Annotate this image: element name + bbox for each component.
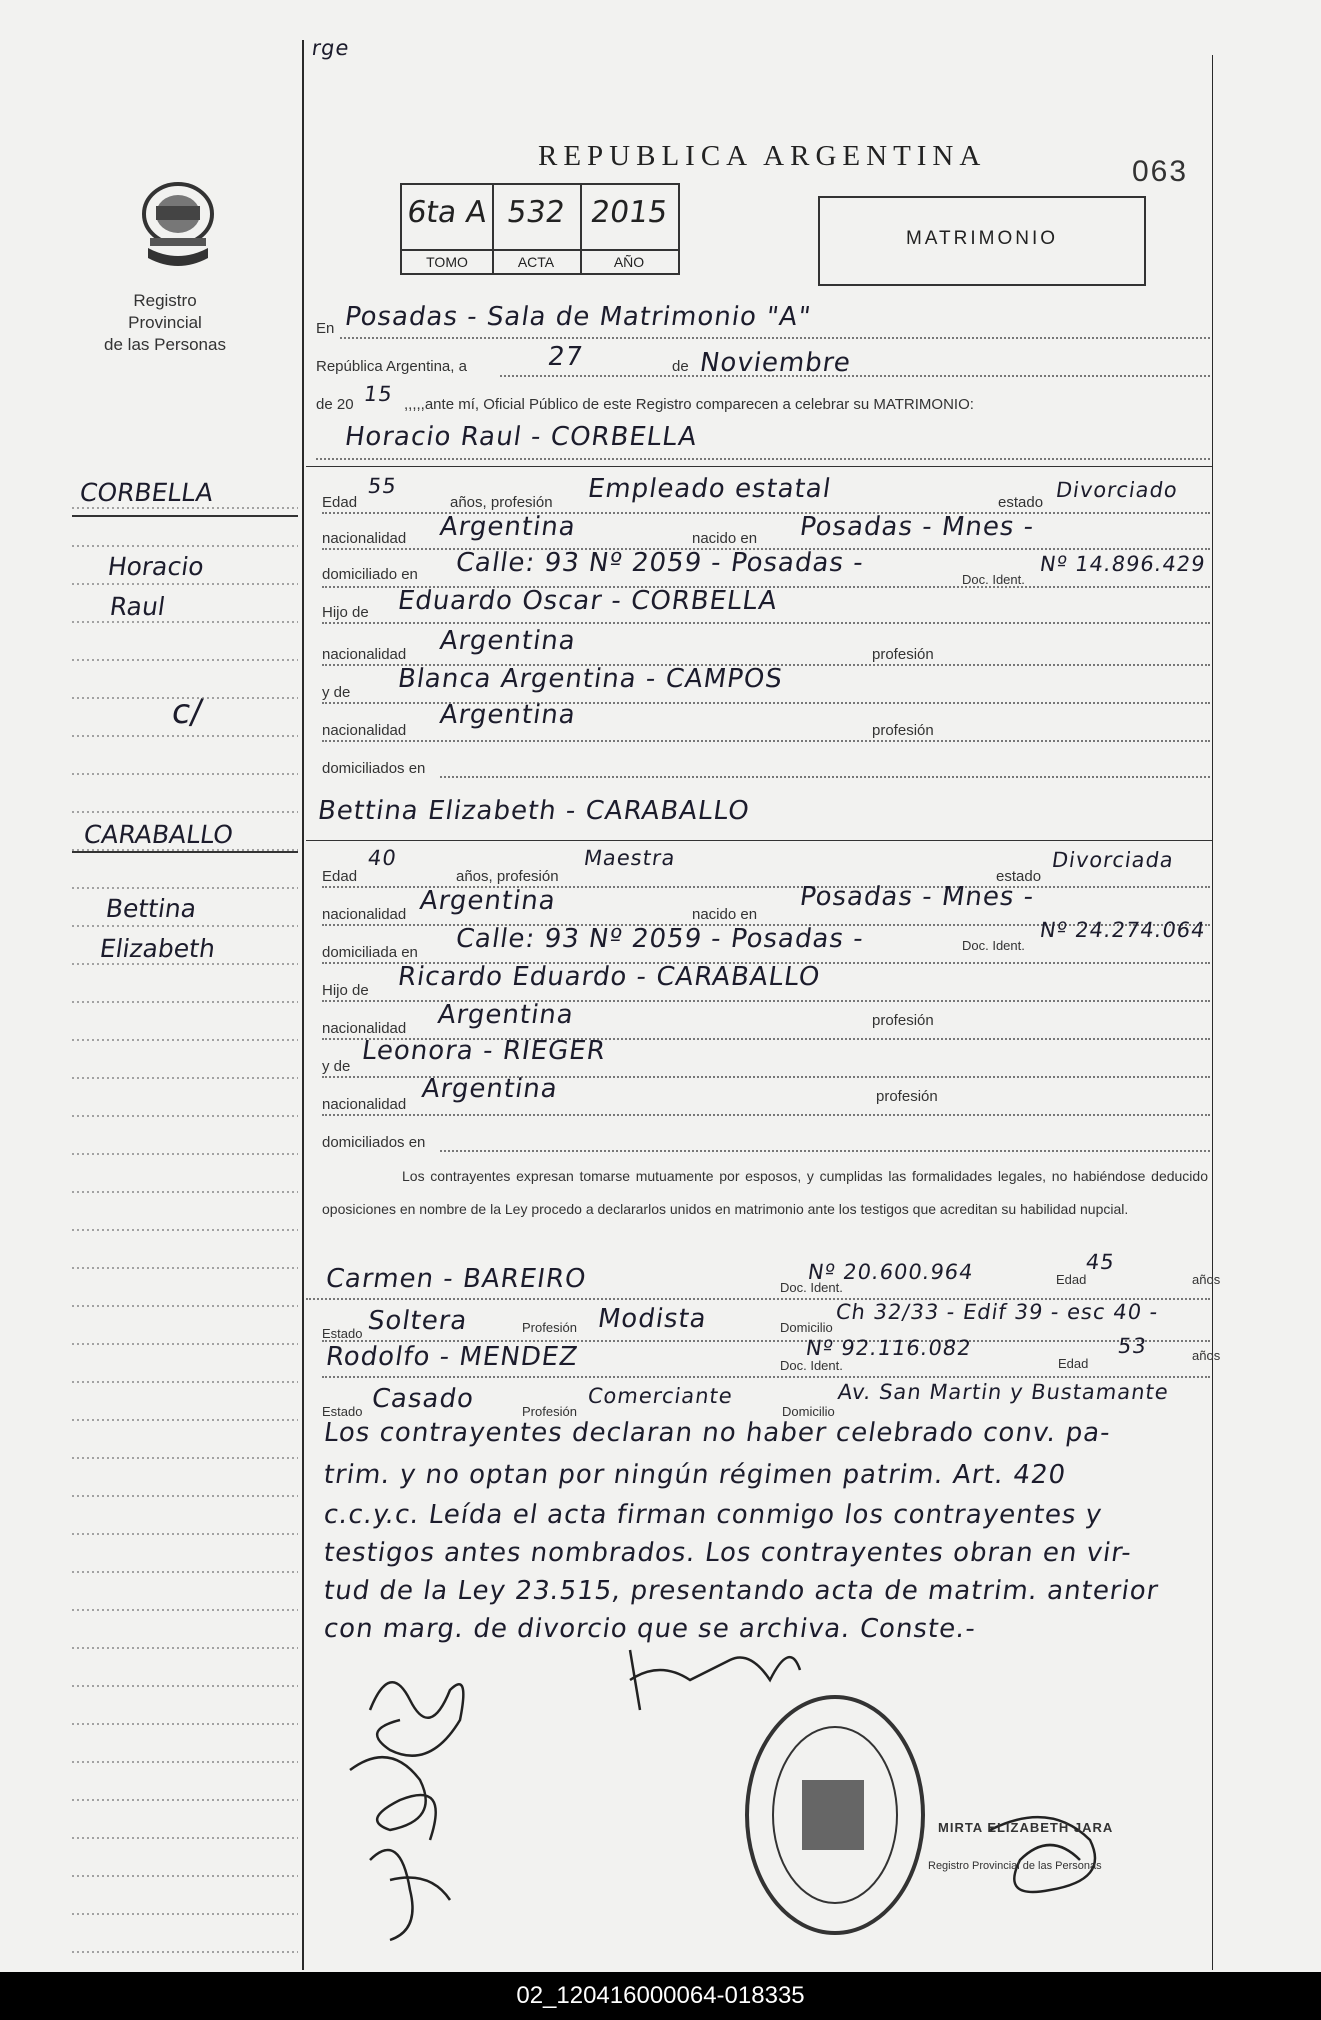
c1-nacionalidad: Argentina <box>437 512 578 542</box>
label-de-20: de 20 <box>316 396 354 413</box>
label-domiciliados: domiciliados en <box>322 760 426 777</box>
c2-padre: Ricardo Eduardo - CARABALLO <box>395 962 823 992</box>
label-hijo: Hijo de <box>322 604 369 621</box>
label-profesion-cap: Profesión <box>522 1404 577 1419</box>
dots <box>322 1114 1210 1116</box>
anio-cell: 2015 AÑO <box>580 185 678 273</box>
tomo-table <box>400 183 680 275</box>
t2-domicilio: Av. San Martin y Bustamante <box>836 1380 1171 1404</box>
margin-c2-given1: Bettina <box>103 894 199 923</box>
c1-profesion: Empleado estatal <box>585 474 834 504</box>
label-estado: estado <box>996 868 1042 885</box>
dots <box>340 337 1210 339</box>
c2-estado: Divorciada <box>1050 848 1176 872</box>
label-edad: Edad <box>1058 1356 1089 1371</box>
stamp-name: MIRTA ELIZABETH JARA <box>938 1820 1114 1835</box>
label-doc: Doc. Ident. <box>962 572 1025 587</box>
act-year: 15 <box>362 382 395 406</box>
c1-padre-nac: Argentina <box>437 626 578 656</box>
t1-doc: Nº 20.600.964 <box>806 1260 976 1284</box>
c1-madre: Blanca Argentina - CAMPOS <box>395 664 785 694</box>
margin-c1-given2: Raul <box>107 592 167 621</box>
label-nacionalidad: nacionalidad <box>322 722 407 739</box>
margin-c1-surname: CORBELLA <box>77 478 216 507</box>
registry-name: Registro Provincial de las Personas <box>104 291 226 354</box>
dots <box>322 622 1210 624</box>
tomo-cell: 6ta A TOMO <box>402 185 494 273</box>
label-estado-cap: Estado <box>322 1326 363 1341</box>
label-domicilio: Domicilio <box>782 1404 835 1419</box>
c1-domicilio: Calle: 93 Nº 2059 - Posadas - <box>453 548 866 578</box>
label-ante-mi: ,,,,,ante mí, Oficial Público de este Registro comparecen a celebrar su MATRIMONIO: <box>404 396 974 413</box>
t1-name: Carmen - BAREIRO <box>323 1264 589 1294</box>
label-en: En <box>316 320 335 337</box>
c1-edad: 55 <box>366 474 399 498</box>
c2-madre-nac: Argentina <box>419 1074 560 1104</box>
label-profesion: profesión <box>876 1088 938 1105</box>
label-edad: Edad <box>322 494 358 511</box>
label-y-de: y de <box>322 684 351 701</box>
c2-nacionalidad: Argentina <box>417 886 558 916</box>
label-domiciliada: domiciliada en <box>322 944 418 961</box>
footer-id: 02_120416000064-018335 <box>0 1972 1321 2020</box>
label-doc: Doc. Ident. <box>780 1358 843 1373</box>
label-profesion: profesión <box>872 1012 934 1029</box>
initials: rge <box>310 36 352 60</box>
label-profesion: profesión <box>872 646 934 663</box>
note-line: trim. y no optan por ningún régimen patrim. Art. 420 <box>321 1460 1069 1490</box>
label-profesion: profesión <box>872 722 934 739</box>
dots <box>316 458 1210 460</box>
acta-cell: 532 ACTA <box>492 185 582 273</box>
divider <box>306 840 1212 841</box>
c1-full-name: Horacio Raul - CORBELLA <box>342 422 700 452</box>
label-doc: Doc. Ident. <box>780 1280 843 1295</box>
label-nacido: nacido en <box>692 906 758 923</box>
misiones-crest-icon <box>136 178 220 272</box>
t2-profesion: Comerciante <box>586 1384 735 1408</box>
t2-edad: 53 <box>1116 1334 1149 1358</box>
doc-type: MATRIMONIO <box>905 228 1059 249</box>
label-doc: Doc. Ident. <box>962 938 1025 953</box>
label-estado-cap: Estado <box>322 1404 363 1419</box>
t1-profesion: Modista <box>595 1304 709 1334</box>
label-domiciliado: domiciliado en <box>322 566 418 583</box>
label-y-de: y de <box>322 1058 351 1075</box>
t2-doc: Nº 92.116.082 <box>804 1336 974 1360</box>
dots <box>322 1376 1210 1378</box>
note-line: testigos antes nombrados. Los contrayentes obran en vir- <box>321 1538 1134 1568</box>
doc-type-box <box>818 196 1146 286</box>
label-nacionalidad: nacionalidad <box>322 530 407 547</box>
act-place: Posadas - Sala de Matrimonio "A" <box>342 302 814 332</box>
label-estado: estado <box>998 494 1044 511</box>
page-number: 063 <box>1132 155 1189 188</box>
dots <box>440 776 1210 778</box>
dots <box>440 1150 1210 1152</box>
divider <box>306 466 1212 467</box>
c2-full-name: Bettina Elizabeth - CARABALLO <box>315 796 752 826</box>
c2-nacido: Posadas - Mnes - <box>797 882 1037 912</box>
margin-separator: c/ <box>169 692 205 732</box>
t2-estado: Casado <box>369 1384 477 1414</box>
t1-domicilio: Ch 32/33 - Edif 39 - esc 40 - <box>834 1300 1160 1324</box>
dots <box>322 740 1210 742</box>
margin-c2-surname: CARABALLO <box>81 820 235 849</box>
page-title: REPUBLICA ARGENTINA <box>538 140 987 172</box>
c2-profesion: Maestra <box>582 846 678 870</box>
t1-edad: 45 <box>1084 1250 1117 1274</box>
stamp-sub: Registro Provincial de las Personas <box>928 1860 1102 1872</box>
label-nacionalidad: nacionalidad <box>322 906 407 923</box>
label-de: de <box>672 358 689 375</box>
label-anios-profesion: años, profesión <box>456 868 559 885</box>
t1-estado: Soltera <box>365 1306 470 1336</box>
label-profesion-cap: Profesión <box>522 1320 577 1335</box>
c1-madre-nac: Argentina <box>437 700 578 730</box>
note-line: tud de la Ley 23.515, presentando acta de matrim. anterior <box>321 1576 1161 1606</box>
label-edad: Edad <box>1056 1272 1087 1287</box>
official-seal-icon <box>740 1690 930 1940</box>
label-domiciliados: domiciliados en <box>322 1134 426 1151</box>
margin-lines <box>72 470 298 1970</box>
c1-doc: Nº 14.896.429 <box>1038 552 1208 576</box>
margin-line <box>302 40 304 1970</box>
label-republica: República Argentina, a <box>316 358 467 375</box>
label-anios: años <box>1192 1272 1221 1287</box>
c1-nacido: Posadas - Mnes - <box>797 512 1037 542</box>
c2-edad: 40 <box>366 846 399 870</box>
label-nacionalidad: nacionalidad <box>322 1020 407 1037</box>
act-month: Noviembre <box>697 348 854 378</box>
label-anios-profesion: años, profesión <box>450 494 553 511</box>
note-line: c.c.y.c. Leída el acta firman conmigo los contrayentes y <box>321 1500 1105 1530</box>
margin-c2-given2: Elizabeth <box>97 934 218 963</box>
label-anios: años <box>1192 1348 1221 1363</box>
c1-padre: Eduardo Oscar - CORBELLA <box>395 586 780 616</box>
label-domicilio: Domicilio <box>780 1320 833 1335</box>
c2-domicilio: Calle: 93 Nº 2059 - Posadas - <box>453 924 866 954</box>
label-nacionalidad: nacionalidad <box>322 1096 407 1113</box>
label-nacionalidad: nacionalidad <box>322 646 407 663</box>
c1-estado: Divorciado <box>1054 478 1180 502</box>
t2-name: Rodolfo - MENDEZ <box>323 1342 581 1372</box>
c2-padre-nac: Argentina <box>435 1000 576 1030</box>
margin-c1-given1: Horacio <box>105 552 206 581</box>
c2-doc: Nº 24.274.064 <box>1038 918 1208 942</box>
label-nacido: nacido en <box>692 530 758 547</box>
dots <box>500 375 1210 377</box>
label-hijo: Hijo de <box>322 982 369 999</box>
formal-text: Los contrayentes expresan tomarse mutuamente por esposos, y cumplidas las formalidades legales, no habiéndose deducido oposiciones en nombre de la Ley procedo a declararlos unidos en matrimonio ante los testigos que acreditan su habilidad nupcial. <box>322 1168 1208 1217</box>
note-line: Los contrayentes declaran no haber celebrado conv. pa- <box>321 1418 1113 1448</box>
c2-madre: Leonora - RIEGER <box>359 1036 608 1066</box>
note-line: con marg. de divorcio que se archiva. Conste.- <box>321 1614 979 1644</box>
label-edad: Edad <box>322 868 358 885</box>
act-day: 27 <box>545 342 586 372</box>
